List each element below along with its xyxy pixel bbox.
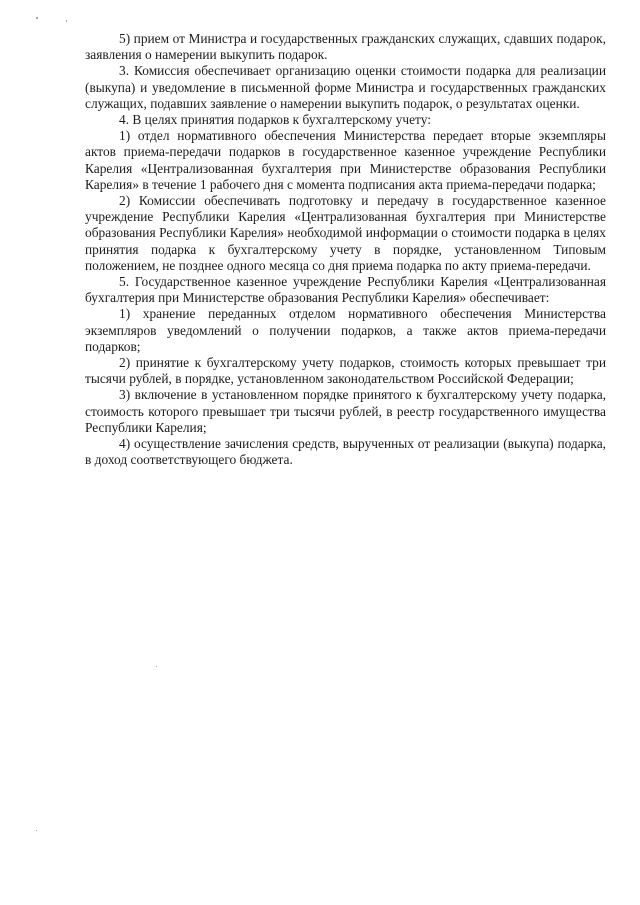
- paragraph-6: 5. Государственное казенное учреждение Республики Карелия «Централизованная бухгалтерия при Министерстве образования Республики Карелия» обеспечивает:: [85, 274, 606, 306]
- paragraph-1: 5) прием от Министра и государственных гражданских служащих, сдавших подарок, заявления о намерении выкупить подарок.: [85, 31, 606, 63]
- paragraph-9: 3) включение в установленном порядке принятого к бухгалтерскому учету подарка, стоимость которого превышает три тысячи рублей, в реестр государственного имущества Республики Карелия;: [85, 387, 606, 435]
- paragraph-10: 4) осуществление зачисления средств, вырученных от реализации (выкупа) подарка, в доход соответствующего бюджета.: [85, 436, 606, 468]
- scan-artifact: [156, 666, 157, 667]
- scan-artifact: [36, 17, 38, 19]
- paragraph-7: 1) хранение переданных отделом нормативного обеспечения Министерства экземпляров уведомлений о получении подарков, а также актов приема-передачи подарков;: [85, 306, 606, 354]
- paragraph-2: 3. Комиссия обеспечивает организацию оценки стоимости подарка для реализации (выкупа) и уведомление в письменной форме Министра и государственных гражданских служащих, подавших заявление о намерении выкупить подарок, о результатах оценки.: [85, 63, 606, 111]
- paragraph-8: 2) принятие к бухгалтерскому учету подарков, стоимость которых превышает три тысячи рублей, в порядке, установленном законодательством Российской Федерации;: [85, 355, 606, 387]
- paragraph-3: 4. В целях принятия подарков к бухгалтерскому учету:: [119, 112, 431, 128]
- scan-artifact: [66, 20, 67, 22]
- document-body: [85, 31, 606, 468]
- paragraph-5: 2) Комиссии обеспечивать подготовку и передачу в государственное казенное учреждение Республики Карелия «Централизованная бухгалтерия при Министерстве образования Республики Карелия» необходимой информации о стоимости подарка в целях принятия подарка к бухгалтерскому учету в порядке, установленном Типовым положением, не позднее одного месяца со дня приема подарка по акту приема-передачи.: [85, 193, 606, 273]
- scan-artifact: [36, 830, 37, 831]
- paragraph-4: 1) отдел нормативного обеспечения Министерства передает вторые экземпляры актов приема-передачи подарков в государственное казенное учреждение Республики Карелия «Централизованная бухгалтерия при Министерстве образования Республики Карелия» в течение 1 рабочего дня с момента подписания акта приема-передачи подарка;: [85, 128, 606, 192]
